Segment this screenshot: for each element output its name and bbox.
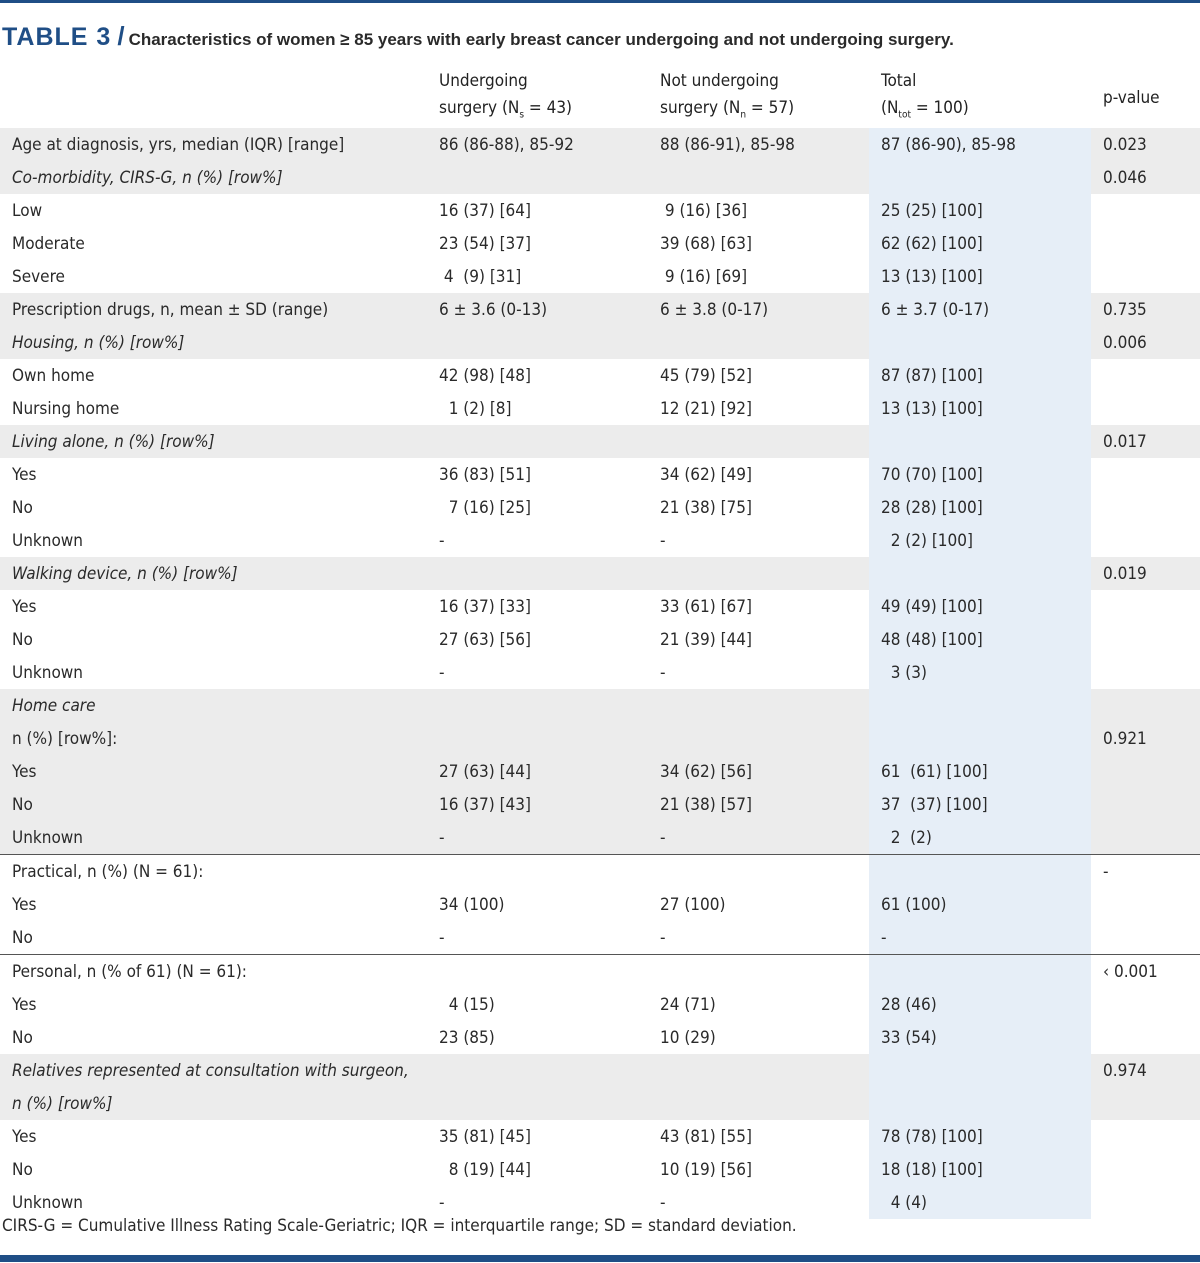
cell-p-value bbox=[1091, 524, 1200, 557]
cell-undergoing-surgery: 42 (98) [48] bbox=[439, 365, 531, 386]
cell-not-undergoing-surgery: - bbox=[660, 1192, 666, 1213]
table-row bbox=[0, 425, 1200, 458]
cell-p-value: 0.921 bbox=[1091, 722, 1200, 755]
cell-p-value: 0.974 bbox=[1091, 1054, 1200, 1087]
cell-p-value bbox=[1091, 590, 1200, 623]
table-row bbox=[0, 491, 1200, 524]
table-title bbox=[2, 22, 954, 52]
row-label: Practical, n (%) (N = 61): bbox=[0, 855, 427, 889]
cell-undergoing-surgery bbox=[427, 1054, 648, 1087]
cell-total bbox=[869, 722, 1091, 755]
cell-not-undergoing-surgery: 21 (39) [44] bbox=[660, 629, 752, 650]
cell-not-undergoing-surgery: 9 (16) [36] bbox=[660, 200, 748, 221]
cell-p-value: 0.735 bbox=[1091, 293, 1200, 326]
cell-undergoing-surgery: 1 (2) [8] bbox=[439, 398, 512, 419]
cell-total: 4 (4) bbox=[869, 1186, 1091, 1219]
cell-total: 33 (54) bbox=[869, 1021, 1091, 1054]
row-label: Unknown bbox=[12, 530, 84, 551]
cell-not-undergoing-surgery: 6 ± 3.8 (0-17) bbox=[648, 293, 869, 326]
cell-not-undergoing-surgery: 88 (86-91), 85-98 bbox=[648, 128, 869, 161]
cell-total bbox=[869, 425, 1091, 458]
cell-undergoing-surgery bbox=[427, 425, 648, 458]
cell-not-undergoing-surgery: 45 (79) [52] bbox=[660, 365, 752, 386]
row-label: Yes bbox=[12, 894, 37, 915]
table-row bbox=[0, 227, 1200, 260]
header-undergoing-surgery: Undergoing surgery $(N_s = 43)$ bbox=[439, 71, 573, 121]
cell-not-undergoing-surgery bbox=[648, 425, 869, 458]
cell-total: 25 (25) [100] bbox=[869, 194, 1091, 227]
table-row bbox=[0, 1120, 1200, 1153]
cell-total: 28 (46) bbox=[869, 988, 1091, 1021]
cell-total: 87 (86-90), 85-98 bbox=[869, 128, 1091, 161]
row-label: Own home bbox=[12, 365, 95, 386]
title-slash: / bbox=[117, 21, 125, 51]
cell-p-value bbox=[1091, 888, 1200, 921]
cell-not-undergoing-surgery: 24 (71) bbox=[660, 994, 716, 1015]
row-label: Housing, n (%) [row%] bbox=[0, 326, 427, 359]
cell-not-undergoing-surgery: 27 (100) bbox=[660, 894, 726, 915]
cell-undergoing-surgery: 86 (86-88), 85-92 bbox=[427, 128, 648, 161]
row-label: No bbox=[12, 927, 33, 948]
cell-p-value bbox=[1091, 392, 1200, 425]
cell-total: 2 (2) bbox=[869, 821, 1091, 855]
cell-not-undergoing-surgery: 34 (62) [56] bbox=[648, 755, 869, 788]
row-label: Severe bbox=[12, 266, 65, 287]
table-row bbox=[0, 128, 1200, 161]
table-footnote: CIRS-G = Cumulative Illness Rating Scale-Geriatric; IQR = interquartile range; SD = standard deviation. bbox=[2, 1216, 797, 1236]
table-row bbox=[0, 590, 1200, 623]
row-label: No bbox=[12, 629, 33, 650]
row-label: No bbox=[12, 1159, 33, 1180]
cell-undergoing-surgery bbox=[427, 326, 648, 359]
top-rule bbox=[0, 0, 1200, 3]
table-row bbox=[0, 1054, 1200, 1087]
cell-p-value bbox=[1091, 227, 1200, 260]
cell-p-value bbox=[1091, 821, 1200, 855]
table-row bbox=[0, 1186, 1200, 1219]
row-label: n (%) [row%] bbox=[0, 1087, 427, 1120]
row-label: Yes bbox=[12, 994, 37, 1015]
table-row bbox=[0, 1153, 1200, 1186]
row-label: Personal, n (% of 61) (N = 61): bbox=[0, 955, 427, 989]
cell-total: 2 (2) [100] bbox=[869, 524, 1091, 557]
row-label: No bbox=[12, 497, 33, 518]
table-row bbox=[0, 888, 1200, 921]
cell-not-undergoing-surgery bbox=[648, 326, 869, 359]
cell-undergoing-surgery bbox=[427, 1087, 648, 1120]
row-label: Yes bbox=[12, 1126, 37, 1147]
row-label: Unknown bbox=[12, 662, 84, 683]
cell-undergoing-surgery: 23 (85) bbox=[439, 1027, 495, 1048]
cell-total: 61 (100) bbox=[869, 888, 1091, 921]
cell-not-undergoing-surgery bbox=[648, 689, 869, 722]
table-row bbox=[0, 755, 1200, 788]
cell-undergoing-surgery: - bbox=[427, 821, 648, 855]
cell-not-undergoing-surgery: 43 (81) [55] bbox=[660, 1126, 752, 1147]
cell-undergoing-surgery bbox=[427, 689, 648, 722]
cell-total: 6 ± 3.7 (0-17) bbox=[869, 293, 1091, 326]
header-label-column bbox=[0, 68, 427, 128]
cell-not-undergoing-surgery: 12 (21) [92] bbox=[660, 398, 752, 419]
cell-total bbox=[869, 326, 1091, 359]
table-row bbox=[0, 326, 1200, 359]
cell-p-value bbox=[1091, 988, 1200, 1021]
table-row bbox=[0, 656, 1200, 689]
table-row bbox=[0, 1087, 1200, 1120]
table-row bbox=[0, 1021, 1200, 1054]
cell-undergoing-surgery: 4 (9) [31] bbox=[439, 266, 522, 287]
header-total: Total $(N_{tot} = 100)$ bbox=[869, 68, 1091, 128]
cell-p-value bbox=[1091, 1120, 1200, 1153]
cell-p-value bbox=[1091, 1153, 1200, 1186]
cell-p-value: 0.046 bbox=[1091, 161, 1200, 194]
cell-undergoing-surgery: 35 (81) [45] bbox=[439, 1126, 531, 1147]
cell-p-value bbox=[1091, 260, 1200, 293]
cell-undergoing-surgery: 34 (100) bbox=[439, 894, 505, 915]
cell-total: 13 (13) [100] bbox=[869, 392, 1091, 425]
cell-undergoing-surgery: 23 (54) [37] bbox=[439, 233, 531, 254]
cell-p-value bbox=[1091, 921, 1200, 955]
cell-undergoing-surgery: 27 (63) [44] bbox=[427, 755, 648, 788]
cell-not-undergoing-surgery: - bbox=[660, 662, 666, 683]
cell-not-undergoing-surgery: 39 (68) [63] bbox=[660, 233, 752, 254]
cell-undergoing-surgery bbox=[427, 855, 648, 889]
table-caption: Characteristics of women ≥ 85 years with early breast cancer undergoing and not undergoing surgery. bbox=[128, 30, 954, 49]
row-label: Age at diagnosis, yrs, median (IQR) [range] bbox=[0, 128, 427, 161]
cell-p-value: 0.006 bbox=[1091, 326, 1200, 359]
cell-p-value: 0.019 bbox=[1091, 557, 1200, 590]
cell-undergoing-surgery: 8 (19) [44] bbox=[439, 1159, 531, 1180]
cell-total bbox=[869, 855, 1091, 889]
cell-p-value: 0.023 bbox=[1091, 128, 1200, 161]
row-label: Relatives represented at consultation with surgeon, bbox=[0, 1054, 427, 1087]
row-label: Prescription drugs, n, mean ± SD (range) bbox=[0, 293, 427, 326]
cell-not-undergoing-surgery bbox=[648, 955, 869, 989]
cell-total bbox=[869, 955, 1091, 989]
cell-p-value bbox=[1091, 194, 1200, 227]
cell-p-value: 0.017 bbox=[1091, 425, 1200, 458]
cell-undergoing-surgery: 6 ± 3.6 (0-13) bbox=[427, 293, 648, 326]
cell-not-undergoing-surgery bbox=[648, 855, 869, 889]
cell-not-undergoing-surgery bbox=[648, 557, 869, 590]
table-row bbox=[0, 359, 1200, 392]
table-row bbox=[0, 689, 1200, 722]
cell-not-undergoing-surgery: 33 (61) [67] bbox=[660, 596, 752, 617]
table-row bbox=[0, 788, 1200, 821]
row-label: Unknown bbox=[0, 821, 427, 855]
cell-undergoing-surgery: 4 (15) bbox=[439, 994, 495, 1015]
cell-undergoing-surgery: 36 (83) [51] bbox=[439, 464, 531, 485]
row-label: Living alone, n (%) [row%] bbox=[0, 425, 427, 458]
table-row bbox=[0, 524, 1200, 557]
cell-undergoing-surgery: - bbox=[439, 530, 445, 551]
cell-total bbox=[869, 557, 1091, 590]
table-row bbox=[0, 921, 1200, 955]
cell-total: 78 (78) [100] bbox=[869, 1120, 1091, 1153]
cell-total: 48 (48) [100] bbox=[869, 623, 1091, 656]
cell-not-undergoing-surgery: 34 (62) [49] bbox=[660, 464, 752, 485]
cell-undergoing-surgery bbox=[427, 557, 648, 590]
table-row bbox=[0, 955, 1200, 989]
table-row bbox=[0, 392, 1200, 425]
cell-undergoing-surgery: 27 (63) [56] bbox=[439, 629, 531, 650]
cell-undergoing-surgery bbox=[427, 722, 648, 755]
cell-total: 62 (62) [100] bbox=[869, 227, 1091, 260]
cell-total: 87 (87) [100] bbox=[869, 359, 1091, 392]
cell-not-undergoing-surgery bbox=[648, 722, 869, 755]
cell-total: 70 (70) [100] bbox=[869, 458, 1091, 491]
row-label: Yes bbox=[12, 596, 37, 617]
cell-p-value bbox=[1091, 623, 1200, 656]
table-row bbox=[0, 722, 1200, 755]
cell-p-value bbox=[1091, 689, 1200, 722]
bottom-rule bbox=[0, 1255, 1200, 1262]
cell-not-undergoing-surgery bbox=[648, 1054, 869, 1087]
cell-total: 37 (37) [100] bbox=[869, 788, 1091, 821]
row-label: Yes bbox=[12, 464, 37, 485]
cell-undergoing-surgery: - bbox=[439, 927, 445, 948]
cell-not-undergoing-surgery: 21 (38) [57] bbox=[648, 788, 869, 821]
row-label: Home care bbox=[0, 689, 427, 722]
row-label: No bbox=[12, 1027, 33, 1048]
cell-undergoing-surgery: 16 (37) [33] bbox=[439, 596, 531, 617]
cell-total: 13 (13) [100] bbox=[869, 260, 1091, 293]
cell-p-value bbox=[1091, 1186, 1200, 1219]
table-row bbox=[0, 458, 1200, 491]
row-label: Co-morbidity, CIRS-G, n (%) [row%] bbox=[0, 161, 427, 194]
cell-p-value: - bbox=[1091, 855, 1200, 889]
cell-not-undergoing-surgery: 9 (16) [69] bbox=[660, 266, 748, 287]
row-label: Nursing home bbox=[12, 398, 120, 419]
cell-not-undergoing-surgery: - bbox=[648, 821, 869, 855]
cell-not-undergoing-surgery: 10 (19) [56] bbox=[660, 1159, 752, 1180]
cell-not-undergoing-surgery bbox=[648, 161, 869, 194]
cell-undergoing-surgery: 7 (16) [25] bbox=[439, 497, 531, 518]
row-label: Walking device, n (%) [row%] bbox=[0, 557, 427, 590]
table-row bbox=[0, 194, 1200, 227]
row-label: Yes bbox=[0, 755, 427, 788]
table-number: TABLE 3 bbox=[2, 23, 112, 51]
cell-total: - bbox=[869, 921, 1091, 955]
cell-not-undergoing-surgery bbox=[648, 1087, 869, 1120]
cell-p-value bbox=[1091, 755, 1200, 788]
table-row bbox=[0, 557, 1200, 590]
cell-total bbox=[869, 1087, 1091, 1120]
row-label: No bbox=[0, 788, 427, 821]
cell-p-value bbox=[1091, 1087, 1200, 1120]
header-not-undergoing-surgery: Not undergoing surgery $(N_n = 57)$ bbox=[660, 71, 795, 121]
table-row bbox=[0, 293, 1200, 326]
cell-undergoing-surgery: - bbox=[439, 662, 445, 683]
cell-not-undergoing-surgery: - bbox=[660, 927, 666, 948]
cell-p-value bbox=[1091, 788, 1200, 821]
header-p-value: p-value bbox=[1103, 87, 1160, 108]
cell-total: 61 (61) [100] bbox=[869, 755, 1091, 788]
cell-p-value bbox=[1091, 1021, 1200, 1054]
cell-not-undergoing-surgery: 21 (38) [75] bbox=[660, 497, 752, 518]
row-label: Moderate bbox=[12, 233, 85, 254]
cell-total: 18 (18) [100] bbox=[869, 1153, 1091, 1186]
table-row bbox=[0, 623, 1200, 656]
table-row bbox=[0, 988, 1200, 1021]
cell-total bbox=[869, 689, 1091, 722]
cell-p-value: ‹ 0.001 bbox=[1091, 955, 1200, 989]
cell-undergoing-surgery: 16 (37) [64] bbox=[439, 200, 531, 221]
row-label: Low bbox=[12, 200, 43, 221]
cell-total bbox=[869, 161, 1091, 194]
characteristics-table bbox=[0, 68, 1200, 1219]
table-row bbox=[0, 855, 1200, 889]
table-row bbox=[0, 260, 1200, 293]
table-body bbox=[0, 128, 1200, 1219]
header-row bbox=[0, 68, 1200, 128]
cell-total bbox=[869, 1054, 1091, 1087]
table-row bbox=[0, 821, 1200, 855]
cell-undergoing-surgery bbox=[427, 161, 648, 194]
cell-p-value bbox=[1091, 359, 1200, 392]
table-row bbox=[0, 161, 1200, 194]
cell-p-value bbox=[1091, 656, 1200, 689]
cell-total: 28 (28) [100] bbox=[869, 491, 1091, 524]
cell-total: 49 (49) [100] bbox=[869, 590, 1091, 623]
cell-p-value bbox=[1091, 458, 1200, 491]
cell-not-undergoing-surgery: 10 (29) bbox=[660, 1027, 716, 1048]
row-label: n (%) [row%]: bbox=[0, 722, 427, 755]
cell-not-undergoing-surgery: - bbox=[660, 530, 666, 551]
cell-total: 3 (3) bbox=[869, 656, 1091, 689]
row-label: Unknown bbox=[12, 1192, 84, 1213]
cell-undergoing-surgery: - bbox=[439, 1192, 445, 1213]
cell-p-value bbox=[1091, 491, 1200, 524]
cell-undergoing-surgery bbox=[427, 955, 648, 989]
cell-undergoing-surgery: 16 (37) [43] bbox=[427, 788, 648, 821]
